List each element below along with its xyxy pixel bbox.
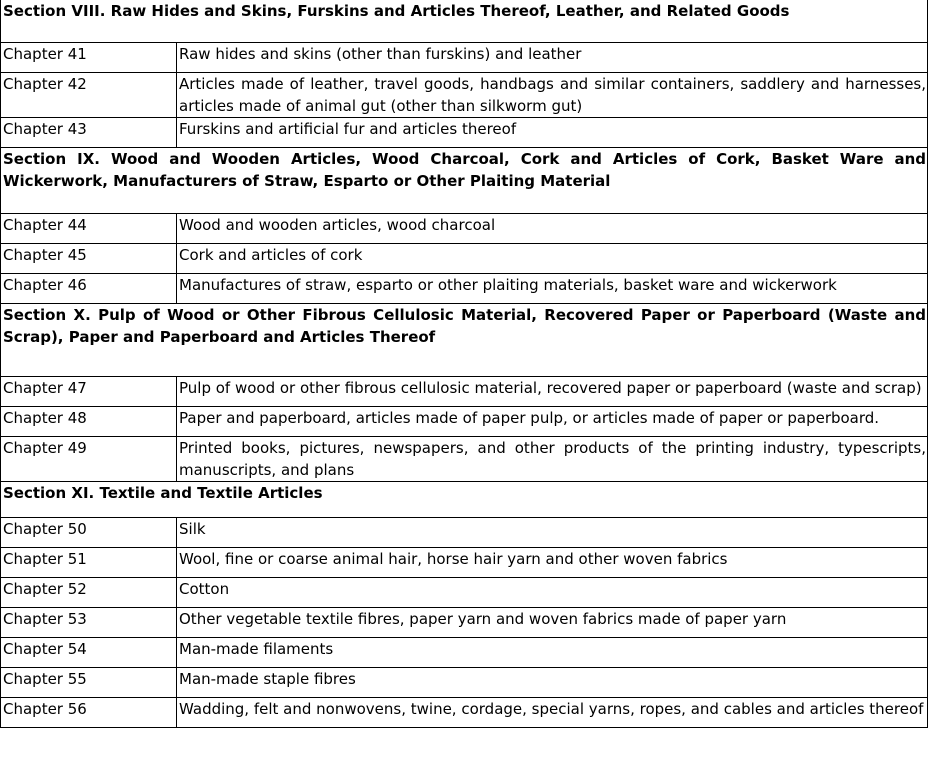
chapter-description: Paper and paperboard, articles made of paper pulp, or articles made of paper or paperboard. xyxy=(177,407,928,437)
chapter-number: Chapter 43 xyxy=(1,118,177,148)
chapter-row xyxy=(1,377,928,407)
chapter-number: Chapter 45 xyxy=(1,244,177,274)
chapter-description: Manufactures of straw, esparto or other plaiting materials, basket ware and wickerwork xyxy=(177,274,928,304)
chapter-description: Wool, fine or coarse animal hair, horse hair yarn and other woven fabrics xyxy=(177,548,928,578)
chapter-description: Other vegetable textile fibres, paper yarn and woven fabrics made of paper yarn xyxy=(177,608,928,638)
chapter-number: Chapter 53 xyxy=(1,608,177,638)
chapter-row xyxy=(1,244,928,274)
chapter-description: Pulp of wood or other fibrous cellulosic material, recovered paper or paperboard (waste and scrap) xyxy=(177,377,928,407)
chapter-row xyxy=(1,73,928,118)
chapter-description: Silk xyxy=(177,518,928,548)
chapter-number: Chapter 48 xyxy=(1,407,177,437)
chapter-description: Printed books, pictures, newspapers, and other products of the printing industry, typescripts, manuscripts, and plans xyxy=(177,437,928,482)
chapter-description: Cotton xyxy=(177,578,928,608)
chapter-description: Cork and articles of cork xyxy=(177,244,928,274)
chapter-row xyxy=(1,548,928,578)
table-body xyxy=(1,0,928,728)
section-row xyxy=(1,148,928,214)
chapter-description: Furskins and artificial fur and articles thereof xyxy=(177,118,928,148)
chapter-number: Chapter 51 xyxy=(1,548,177,578)
section-title: Section IX. Wood and Wooden Articles, Wood Charcoal, Cork and Articles of Cork, Basket Ware and Wickerwork, Manufacturers of Straw, Esparto or Other Plaiting Material xyxy=(1,148,928,214)
chapter-row xyxy=(1,214,928,244)
section-title: Section XI. Textile and Textile Articles xyxy=(1,482,928,518)
chapter-row xyxy=(1,578,928,608)
chapter-number: Chapter 41 xyxy=(1,43,177,73)
chapter-description: Man-made filaments xyxy=(177,638,928,668)
chapter-row xyxy=(1,518,928,548)
chapter-row xyxy=(1,437,928,482)
chapter-description: Wadding, felt and nonwovens, twine, cordage, special yarns, ropes, and cables and articles thereof xyxy=(177,698,928,728)
chapter-row xyxy=(1,668,928,698)
chapter-number: Chapter 56 xyxy=(1,698,177,728)
chapter-row xyxy=(1,407,928,437)
chapter-number: Chapter 47 xyxy=(1,377,177,407)
chapter-row xyxy=(1,43,928,73)
chapter-number: Chapter 52 xyxy=(1,578,177,608)
section-row xyxy=(1,304,928,377)
chapter-number: Chapter 42 xyxy=(1,73,177,118)
section-title: Section X. Pulp of Wood or Other Fibrous Cellulosic Material, Recovered Paper or Paperboard (Waste and Scrap), Paper and Paperboard and Articles Thereof xyxy=(1,304,928,377)
chapter-description: Wood and wooden articles, wood charcoal xyxy=(177,214,928,244)
section-title: Section VIII. Raw Hides and Skins, Furskins and Articles Thereof, Leather, and Related Goods xyxy=(1,0,928,43)
chapter-row xyxy=(1,274,928,304)
chapter-number: Chapter 49 xyxy=(1,437,177,482)
chapter-row xyxy=(1,608,928,638)
section-row xyxy=(1,482,928,518)
chapter-description: Articles made of leather, travel goods, handbags and similar containers, saddlery and harnesses, articles made of animal gut (other than silkworm gut) xyxy=(177,73,928,118)
chapter-number: Chapter 50 xyxy=(1,518,177,548)
chapter-row xyxy=(1,638,928,668)
chapter-row xyxy=(1,118,928,148)
chapter-number: Chapter 46 xyxy=(1,274,177,304)
chapter-row xyxy=(1,698,928,728)
chapter-number: Chapter 44 xyxy=(1,214,177,244)
chapter-description: Man-made staple fibres xyxy=(177,668,928,698)
chapter-number: Chapter 54 xyxy=(1,638,177,668)
chapter-description: Raw hides and skins (other than furskins) and leather xyxy=(177,43,928,73)
section-row xyxy=(1,0,928,43)
chapter-number: Chapter 55 xyxy=(1,668,177,698)
